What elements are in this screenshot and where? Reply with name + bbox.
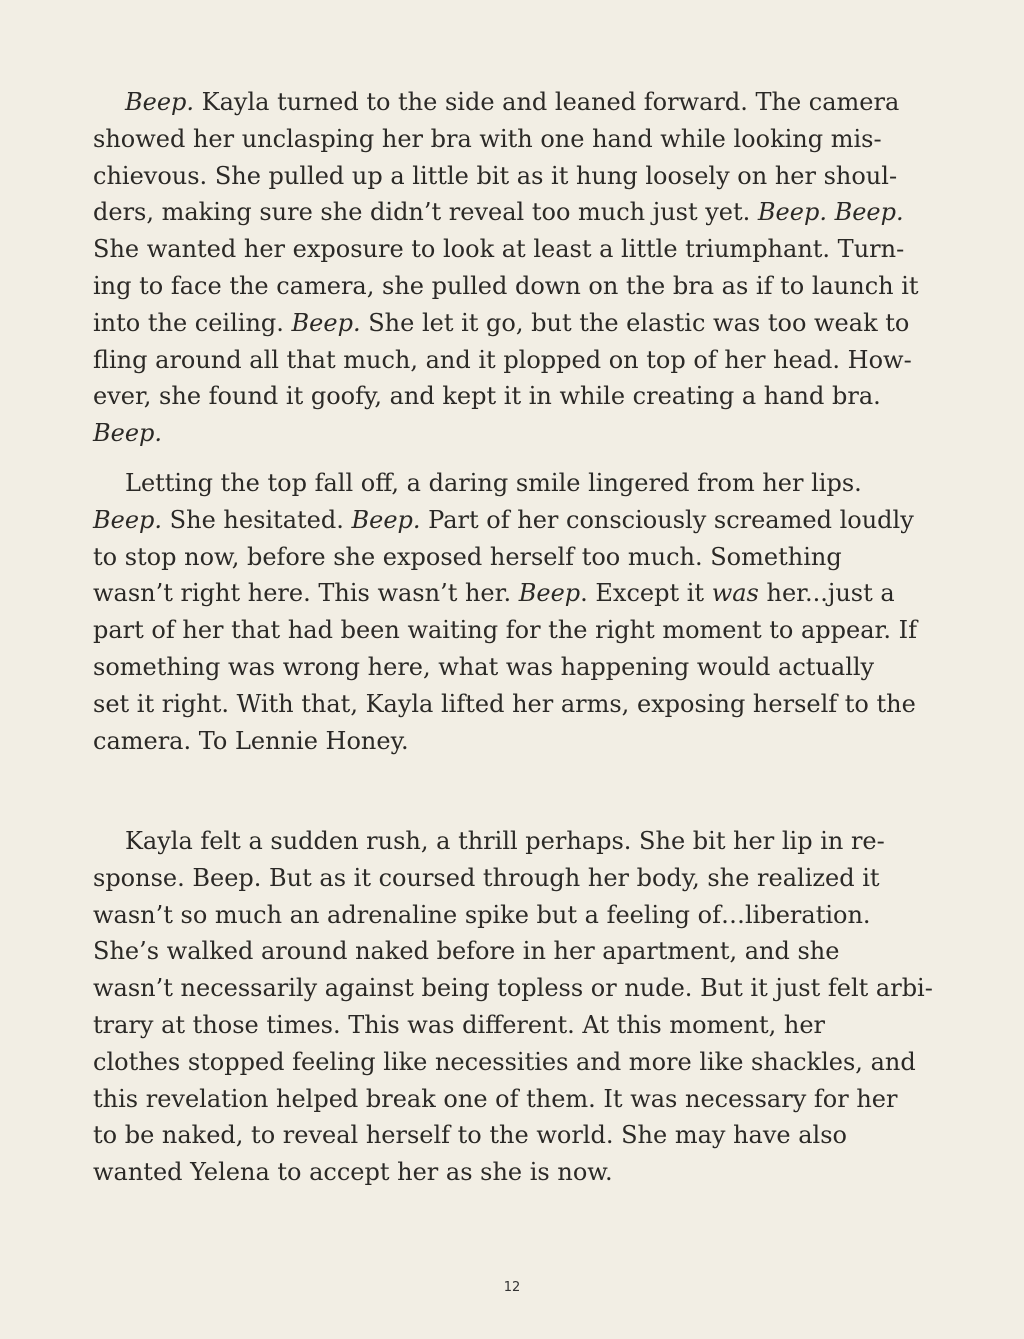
text-run: fling around all that much, and it plopped on top of her head. How- — [93, 345, 912, 374]
text-line — [93, 897, 953, 934]
text-line — [93, 194, 953, 231]
text-line — [93, 1117, 953, 1154]
text-line — [93, 1154, 953, 1191]
text-run: ever, she found it goofy, and kept it in while creating a hand bra. — [93, 382, 881, 411]
text-line — [93, 305, 953, 342]
text-run: trary at those times. This was different. At this moment, her — [93, 1010, 825, 1039]
text-run: She wanted her exposure to look at least a little triumphant. Turn- — [93, 235, 905, 264]
text-run: camera. To Lennie Honey. — [93, 726, 409, 755]
text-line — [93, 465, 953, 502]
text-run: this revelation helped break one of them. It was necessary for her — [93, 1084, 898, 1113]
text-run: wanted Yelena to accept her as she is now. — [93, 1158, 613, 1187]
text-line — [93, 268, 953, 305]
text-line — [93, 823, 953, 860]
text-run: wasn’t necessarily against being topless or nude. But it just felt arbi- — [93, 974, 933, 1003]
text-line — [93, 933, 953, 970]
italic-text: Beep. — [351, 505, 421, 534]
text-run: clothes stopped feeling like necessities and more like shackles, and — [93, 1047, 916, 1076]
text-run: set it right. With that, Kayla lifted her arms, exposing herself to the — [93, 689, 916, 718]
text-line — [93, 1007, 953, 1044]
text-line — [93, 1081, 953, 1118]
text-line — [93, 84, 953, 121]
text-line — [93, 121, 953, 158]
text-line — [93, 158, 953, 195]
italic-text: Beep. Beep. — [757, 198, 904, 227]
text-line — [93, 231, 953, 268]
text-run: showed her unclasping her bra with one hand while looking mis- — [93, 124, 882, 153]
text-line — [93, 612, 953, 649]
text-line — [93, 342, 953, 379]
text-run: to be naked, to reveal herself to the world. She may have also — [93, 1121, 847, 1150]
text-line — [93, 860, 953, 897]
text-run: She hesitated. — [162, 505, 352, 534]
text-run: Part of her consciously screamed loudly — [420, 505, 914, 534]
text-run: Kayla turned to the side and leaned forward. The camera — [194, 88, 900, 116]
text-run: wasn’t right here. This wasn’t her. — [93, 579, 519, 608]
text-line — [93, 539, 953, 576]
text-run: something was wrong here, what was happening would actually — [93, 652, 875, 681]
text-line — [93, 502, 953, 539]
text-run: She let it go, but the elastic was too weak to — [360, 308, 910, 337]
text-run: her...just a — [758, 579, 895, 608]
text-line — [93, 649, 953, 686]
text-line — [93, 415, 953, 452]
text-run: She’s walked around naked before in her apartment, and she — [93, 937, 840, 966]
italic-text: Beep. — [125, 88, 195, 116]
italic-text: Beep. — [93, 505, 163, 534]
text-line — [93, 378, 953, 415]
text-run: part of her that had been waiting for the right moment to appear. If — [93, 616, 917, 645]
text-run: ders, making sure she didn’t reveal too much just yet. — [93, 198, 758, 227]
italic-text: Beep. — [93, 419, 163, 448]
text-line — [93, 1044, 953, 1081]
paragraph-2 — [93, 465, 953, 759]
text-run: sponse. Beep. But as it coursed through her body, she realized it — [93, 863, 880, 892]
text-run: into the ceiling. — [93, 308, 292, 337]
text-line — [93, 970, 953, 1007]
page-number: 12 — [503, 1280, 521, 1295]
text-run: chievous. She pulled up a little bit as it hung loosely on her shoul- — [93, 161, 898, 190]
text-run: wasn’t so much an adrenaline spike but a feeling of…liberation. — [93, 900, 871, 929]
italic-text: was — [711, 579, 759, 608]
paragraph-3 — [93, 823, 953, 1191]
text-run: ing to face the camera, she pulled down on the bra as if to launch it — [93, 271, 919, 300]
italic-text: Beep — [518, 579, 581, 608]
paragraph-1 — [93, 84, 953, 452]
text-line — [93, 723, 953, 760]
text-run: to stop now, before she exposed herself too much. Something — [93, 542, 842, 571]
text-line — [93, 575, 953, 612]
text-run: Letting the top fall off, a daring smile lingered from her lips. — [125, 469, 862, 497]
text-line — [93, 686, 953, 723]
text-run: Kayla felt a sudden rush, a thrill perhaps. She bit her lip in re- — [125, 827, 885, 855]
text-run: . Except it — [580, 579, 712, 608]
italic-text: Beep. — [291, 308, 361, 337]
